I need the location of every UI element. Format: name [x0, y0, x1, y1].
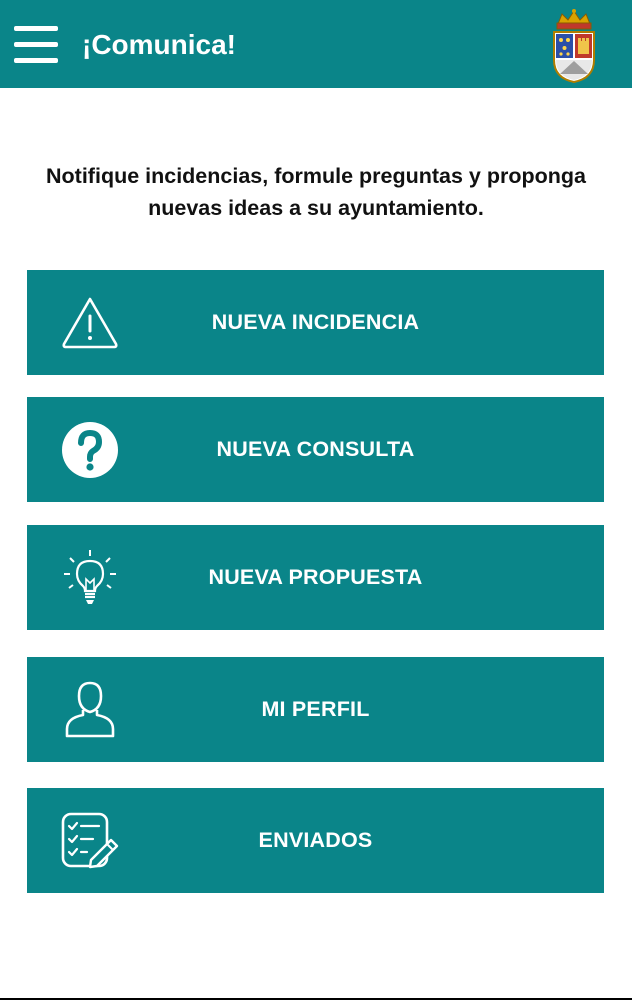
hamburger-menu-icon[interactable]	[14, 24, 58, 66]
app-bar	[0, 0, 632, 88]
coat-of-arms-logo	[550, 8, 598, 84]
tile-label: NUEVA CONSULTA	[216, 437, 415, 461]
menu-line	[14, 26, 58, 31]
tile-label: NUEVA PROPUESTA	[208, 565, 423, 589]
nueva-incidencia-button[interactable]	[27, 270, 604, 375]
enviados-button[interactable]	[27, 788, 604, 893]
lightbulb-icon	[59, 547, 121, 609]
nueva-propuesta-button[interactable]	[27, 525, 604, 630]
question-circle-icon	[59, 419, 121, 481]
tile-label: NUEVA INCIDENCIA	[211, 310, 420, 334]
tile-label: ENVIADOS	[258, 828, 373, 852]
app-title: ¡Comunica!	[82, 29, 236, 60]
intro-text: Notifique incidencias, formule preguntas y proponga nuevas ideas a su ayuntamiento.	[46, 164, 586, 220]
mi-perfil-button[interactable]	[27, 657, 604, 762]
menu-line	[14, 58, 58, 63]
warning-triangle-icon	[59, 292, 121, 354]
menu-line	[14, 42, 58, 47]
checklist-pencil-icon	[59, 810, 121, 872]
nueva-consulta-button[interactable]	[27, 397, 604, 502]
user-profile-icon	[59, 679, 121, 741]
tile-label: MI PERFIL	[261, 697, 370, 721]
